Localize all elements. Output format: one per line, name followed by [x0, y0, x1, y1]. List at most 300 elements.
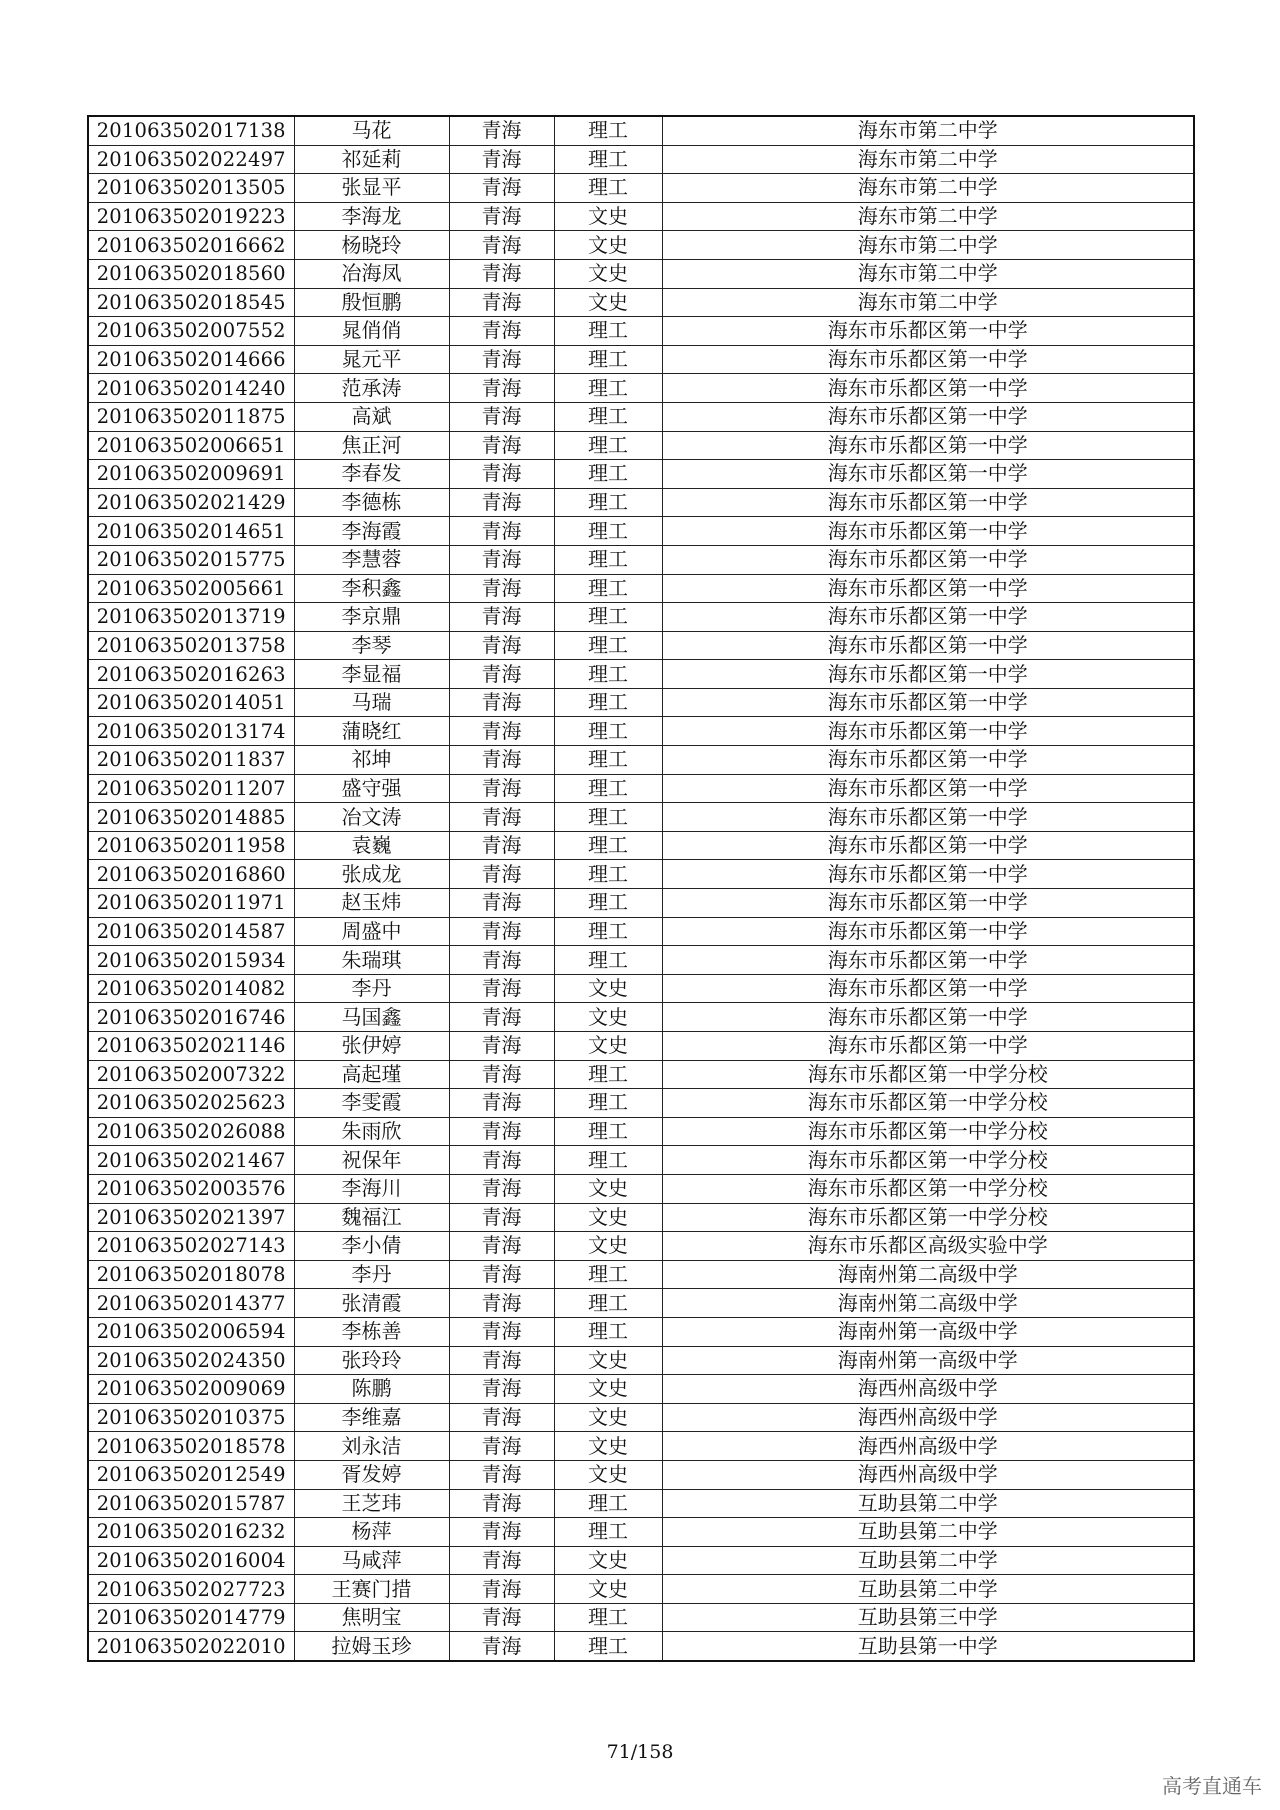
- province-cell: 青海: [449, 631, 554, 660]
- category-cell: 理工: [554, 517, 662, 546]
- province-cell: 青海: [449, 231, 554, 260]
- category-cell: 理工: [554, 746, 662, 775]
- exam-id-cell: 201063502017138: [88, 116, 294, 145]
- school-cell: 海西州高级中学: [662, 1403, 1194, 1432]
- table-row: [88, 1117, 1194, 1146]
- school-cell: 海东市乐都区第一中学: [662, 317, 1194, 346]
- table-row: [88, 1346, 1194, 1375]
- school-cell: 海西州高级中学: [662, 1460, 1194, 1489]
- category-cell: 文史: [554, 1232, 662, 1261]
- name-cell: 李琴: [294, 631, 449, 660]
- province-cell: 青海: [449, 1518, 554, 1547]
- province-cell: 青海: [449, 1546, 554, 1575]
- province-cell: 青海: [449, 974, 554, 1003]
- exam-id-cell: 201063502003576: [88, 1174, 294, 1203]
- table-row: [88, 803, 1194, 832]
- table-row: [88, 145, 1194, 174]
- category-cell: 理工: [554, 688, 662, 717]
- category-cell: 理工: [554, 1518, 662, 1547]
- category-cell: 文史: [554, 1346, 662, 1375]
- name-cell: 李显福: [294, 660, 449, 689]
- category-cell: 理工: [554, 946, 662, 975]
- school-cell: 海东市第二中学: [662, 231, 1194, 260]
- exam-id-cell: 201063502013174: [88, 717, 294, 746]
- exam-id-cell: 201063502014587: [88, 917, 294, 946]
- name-cell: 袁巍: [294, 831, 449, 860]
- exam-id-cell: 201063502011958: [88, 831, 294, 860]
- category-cell: 理工: [554, 431, 662, 460]
- name-cell: 王赛门措: [294, 1575, 449, 1604]
- table-row: [88, 774, 1194, 803]
- category-cell: 文史: [554, 1460, 662, 1489]
- table-row: [88, 545, 1194, 574]
- category-cell: 理工: [554, 917, 662, 946]
- province-cell: 青海: [449, 374, 554, 403]
- table-row: [88, 1317, 1194, 1346]
- province-cell: 青海: [449, 917, 554, 946]
- category-cell: 理工: [554, 1089, 662, 1118]
- name-cell: 蒲晓红: [294, 717, 449, 746]
- table-row: [88, 1174, 1194, 1203]
- school-cell: 海东市乐都区第一中学分校: [662, 1060, 1194, 1089]
- province-cell: 青海: [449, 1432, 554, 1461]
- exam-id-cell: 201063502016662: [88, 231, 294, 260]
- category-cell: 文史: [554, 1003, 662, 1032]
- province-cell: 青海: [449, 1146, 554, 1175]
- name-cell: 殷恒鹏: [294, 288, 449, 317]
- school-cell: 海东市第二中学: [662, 116, 1194, 145]
- table-row: [88, 345, 1194, 374]
- category-cell: 理工: [554, 1489, 662, 1518]
- category-cell: 理工: [554, 1146, 662, 1175]
- school-cell: 海东市乐都区第一中学: [662, 860, 1194, 889]
- category-cell: 理工: [554, 1060, 662, 1089]
- name-cell: 陈鹏: [294, 1375, 449, 1404]
- category-cell: 文史: [554, 231, 662, 260]
- exam-id-cell: 201063502018560: [88, 259, 294, 288]
- table-row: [88, 1032, 1194, 1061]
- name-cell: 冶海凤: [294, 259, 449, 288]
- exam-id-cell: 201063502027143: [88, 1232, 294, 1261]
- exam-id-cell: 201063502018578: [88, 1432, 294, 1461]
- school-cell: 海东市乐都区第一中学: [662, 660, 1194, 689]
- name-cell: 晁元平: [294, 345, 449, 374]
- table-row: [88, 1546, 1194, 1575]
- category-cell: 理工: [554, 889, 662, 918]
- name-cell: 魏福江: [294, 1203, 449, 1232]
- exam-id-cell: 201063502014666: [88, 345, 294, 374]
- table-row: [88, 660, 1194, 689]
- exam-id-cell: 201063502012549: [88, 1460, 294, 1489]
- exam-id-cell: 201063502007552: [88, 317, 294, 346]
- exam-id-cell: 201063502021397: [88, 1203, 294, 1232]
- table-row: [88, 1146, 1194, 1175]
- school-cell: 互助县第二中学: [662, 1489, 1194, 1518]
- category-cell: 理工: [554, 116, 662, 145]
- category-cell: 理工: [554, 317, 662, 346]
- name-cell: 盛守强: [294, 774, 449, 803]
- table-row: [88, 1632, 1194, 1661]
- exam-id-cell: 201063502016004: [88, 1546, 294, 1575]
- exam-id-cell: 201063502026088: [88, 1117, 294, 1146]
- table-row: [88, 231, 1194, 260]
- table-row: [88, 460, 1194, 489]
- school-cell: 海东市第二中学: [662, 145, 1194, 174]
- category-cell: 文史: [554, 1575, 662, 1604]
- table-body: [88, 116, 1194, 1661]
- school-cell: 海东市乐都区第一中学: [662, 545, 1194, 574]
- table-row: [88, 688, 1194, 717]
- province-cell: 青海: [449, 259, 554, 288]
- province-cell: 青海: [449, 1003, 554, 1032]
- name-cell: 张伊婷: [294, 1032, 449, 1061]
- exam-id-cell: 201063502009069: [88, 1375, 294, 1404]
- school-cell: 海东市乐都区第一中学分校: [662, 1146, 1194, 1175]
- category-cell: 理工: [554, 488, 662, 517]
- table-row: [88, 116, 1194, 145]
- name-cell: 周盛中: [294, 917, 449, 946]
- exam-id-cell: 201063502011971: [88, 889, 294, 918]
- school-cell: 海东市乐都区第一中学: [662, 946, 1194, 975]
- exam-id-cell: 201063502014377: [88, 1289, 294, 1318]
- exam-id-cell: 201063502013758: [88, 631, 294, 660]
- exam-id-cell: 201063502009691: [88, 460, 294, 489]
- table-row: [88, 831, 1194, 860]
- table-row: [88, 860, 1194, 889]
- page-number: 71/158: [606, 1741, 674, 1763]
- category-cell: 理工: [554, 1603, 662, 1632]
- province-cell: 青海: [449, 803, 554, 832]
- exam-id-cell: 201063502013719: [88, 603, 294, 632]
- exam-id-cell: 201063502021146: [88, 1032, 294, 1061]
- name-cell: 李丹: [294, 1260, 449, 1289]
- category-cell: 文史: [554, 259, 662, 288]
- province-cell: 青海: [449, 488, 554, 517]
- school-cell: 海东市乐都区第一中学: [662, 1003, 1194, 1032]
- table-row: [88, 402, 1194, 431]
- exam-id-cell: 201063502011875: [88, 402, 294, 431]
- province-cell: 青海: [449, 1603, 554, 1632]
- category-cell: 文史: [554, 1375, 662, 1404]
- school-cell: 互助县第二中学: [662, 1546, 1194, 1575]
- school-cell: 海东市乐都区第一中学: [662, 1032, 1194, 1061]
- exam-id-cell: 201063502024350: [88, 1346, 294, 1375]
- table-row: [88, 202, 1194, 231]
- school-cell: 海南州第二高级中学: [662, 1260, 1194, 1289]
- category-cell: 理工: [554, 345, 662, 374]
- name-cell: 李栋善: [294, 1317, 449, 1346]
- school-cell: 海东市乐都区第一中学: [662, 889, 1194, 918]
- table-row: [88, 974, 1194, 1003]
- exam-id-cell: 201063502015787: [88, 1489, 294, 1518]
- school-cell: 海南州第二高级中学: [662, 1289, 1194, 1318]
- province-cell: 青海: [449, 1232, 554, 1261]
- exam-id-cell: 201063502014651: [88, 517, 294, 546]
- school-cell: 海东市乐都区第一中学分校: [662, 1089, 1194, 1118]
- name-cell: 高起瑾: [294, 1060, 449, 1089]
- province-cell: 青海: [449, 774, 554, 803]
- school-cell: 海东市乐都区第一中学: [662, 917, 1194, 946]
- category-cell: 理工: [554, 717, 662, 746]
- name-cell: 胥发婷: [294, 1460, 449, 1489]
- category-cell: 理工: [554, 574, 662, 603]
- province-cell: 青海: [449, 688, 554, 717]
- table-row: [88, 288, 1194, 317]
- name-cell: 祝保年: [294, 1146, 449, 1175]
- table-row: [88, 574, 1194, 603]
- province-cell: 青海: [449, 1632, 554, 1661]
- name-cell: 李海龙: [294, 202, 449, 231]
- province-cell: 青海: [449, 317, 554, 346]
- category-cell: 理工: [554, 774, 662, 803]
- school-cell: 海东市乐都区第一中学: [662, 717, 1194, 746]
- category-cell: 理工: [554, 374, 662, 403]
- exam-id-cell: 201063502016860: [88, 860, 294, 889]
- table-row: [88, 603, 1194, 632]
- province-cell: 青海: [449, 174, 554, 203]
- province-cell: 青海: [449, 574, 554, 603]
- watermark-text: 高考直通车: [1162, 1774, 1262, 1798]
- school-cell: 海东市乐都区第一中学分校: [662, 1203, 1194, 1232]
- table-row: [88, 631, 1194, 660]
- province-cell: 青海: [449, 889, 554, 918]
- province-cell: 青海: [449, 288, 554, 317]
- name-cell: 张成龙: [294, 860, 449, 889]
- table-row: [88, 1375, 1194, 1404]
- province-cell: 青海: [449, 1375, 554, 1404]
- province-cell: 青海: [449, 1089, 554, 1118]
- exam-id-cell: 201063502014779: [88, 1603, 294, 1632]
- name-cell: 朱瑞琪: [294, 946, 449, 975]
- exam-id-cell: 201063502015934: [88, 946, 294, 975]
- school-cell: 海东市乐都区第一中学: [662, 517, 1194, 546]
- table-row: [88, 1089, 1194, 1118]
- table-row: [88, 717, 1194, 746]
- table-row: [88, 1203, 1194, 1232]
- school-cell: 海东市乐都区第一中学分校: [662, 1174, 1194, 1203]
- name-cell: 冶文涛: [294, 803, 449, 832]
- category-cell: 理工: [554, 545, 662, 574]
- category-cell: 理工: [554, 1632, 662, 1661]
- name-cell: 焦明宝: [294, 1603, 449, 1632]
- category-cell: 理工: [554, 831, 662, 860]
- school-cell: 互助县第一中学: [662, 1632, 1194, 1661]
- name-cell: 马花: [294, 116, 449, 145]
- province-cell: 青海: [449, 1203, 554, 1232]
- school-cell: 海西州高级中学: [662, 1375, 1194, 1404]
- exam-id-cell: 201063502010375: [88, 1403, 294, 1432]
- name-cell: 杨晓玲: [294, 231, 449, 260]
- school-cell: 海东市第二中学: [662, 259, 1194, 288]
- exam-id-cell: 201063502018545: [88, 288, 294, 317]
- category-cell: 文史: [554, 288, 662, 317]
- school-cell: 海东市乐都区第一中学: [662, 831, 1194, 860]
- table-row: [88, 1289, 1194, 1318]
- province-cell: 青海: [449, 116, 554, 145]
- exam-id-cell: 201063502027723: [88, 1575, 294, 1604]
- category-cell: 文史: [554, 1203, 662, 1232]
- school-cell: 海东市乐都区第一中学: [662, 431, 1194, 460]
- category-cell: 理工: [554, 1260, 662, 1289]
- category-cell: 文史: [554, 1032, 662, 1061]
- table-row: [88, 1575, 1194, 1604]
- exam-id-cell: 201063502015775: [88, 545, 294, 574]
- table-row: [88, 1260, 1194, 1289]
- table-row: [88, 889, 1194, 918]
- province-cell: 青海: [449, 1460, 554, 1489]
- name-cell: 李维嘉: [294, 1403, 449, 1432]
- province-cell: 青海: [449, 1489, 554, 1518]
- student-list-table: [87, 115, 1195, 1662]
- category-cell: 文史: [554, 1432, 662, 1461]
- school-cell: 海东市乐都区第一中学: [662, 374, 1194, 403]
- category-cell: 文史: [554, 974, 662, 1003]
- exam-id-cell: 201063502022010: [88, 1632, 294, 1661]
- province-cell: 青海: [449, 145, 554, 174]
- school-cell: 海东市第二中学: [662, 174, 1194, 203]
- table-row: [88, 746, 1194, 775]
- exam-id-cell: 201063502011207: [88, 774, 294, 803]
- name-cell: 张清霞: [294, 1289, 449, 1318]
- table-row: [88, 174, 1194, 203]
- name-cell: 范承涛: [294, 374, 449, 403]
- province-cell: 青海: [449, 1575, 554, 1604]
- name-cell: 刘永洁: [294, 1432, 449, 1461]
- school-cell: 海西州高级中学: [662, 1432, 1194, 1461]
- province-cell: 青海: [449, 517, 554, 546]
- category-cell: 文史: [554, 1403, 662, 1432]
- category-cell: 理工: [554, 460, 662, 489]
- school-cell: 海东市乐都区第一中学: [662, 974, 1194, 1003]
- category-cell: 理工: [554, 1117, 662, 1146]
- province-cell: 青海: [449, 603, 554, 632]
- school-cell: 海东市乐都区第一中学: [662, 488, 1194, 517]
- province-cell: 青海: [449, 946, 554, 975]
- category-cell: 文史: [554, 1546, 662, 1575]
- name-cell: 杨萍: [294, 1518, 449, 1547]
- exam-id-cell: 201063502013505: [88, 174, 294, 203]
- name-cell: 拉姆玉珍: [294, 1632, 449, 1661]
- table-row: [88, 488, 1194, 517]
- school-cell: 海东市第二中学: [662, 288, 1194, 317]
- school-cell: 海东市乐都区第一中学: [662, 746, 1194, 775]
- table-row: [88, 517, 1194, 546]
- exam-id-cell: 201063502018078: [88, 1260, 294, 1289]
- name-cell: 李海霞: [294, 517, 449, 546]
- school-cell: 海东市乐都区第一中学: [662, 460, 1194, 489]
- exam-id-cell: 201063502006651: [88, 431, 294, 460]
- name-cell: 祁延莉: [294, 145, 449, 174]
- name-cell: 张玲玲: [294, 1346, 449, 1375]
- exam-id-cell: 201063502016232: [88, 1518, 294, 1547]
- school-cell: 海东市乐都区第一中学: [662, 402, 1194, 431]
- exam-id-cell: 201063502016746: [88, 1003, 294, 1032]
- province-cell: 青海: [449, 1403, 554, 1432]
- table-row: [88, 1460, 1194, 1489]
- exam-id-cell: 201063502021467: [88, 1146, 294, 1175]
- province-cell: 青海: [449, 545, 554, 574]
- province-cell: 青海: [449, 345, 554, 374]
- exam-id-cell: 201063502021429: [88, 488, 294, 517]
- exam-id-cell: 201063502006594: [88, 1317, 294, 1346]
- table-row: [88, 1060, 1194, 1089]
- name-cell: 晁俏俏: [294, 317, 449, 346]
- province-cell: 青海: [449, 1174, 554, 1203]
- table-row: [88, 374, 1194, 403]
- school-cell: 海东市第二中学: [662, 202, 1194, 231]
- province-cell: 青海: [449, 1260, 554, 1289]
- name-cell: 马瑞: [294, 688, 449, 717]
- name-cell: 焦正河: [294, 431, 449, 460]
- category-cell: 理工: [554, 631, 662, 660]
- province-cell: 青海: [449, 460, 554, 489]
- name-cell: 李德栋: [294, 488, 449, 517]
- exam-id-cell: 201063502005661: [88, 574, 294, 603]
- province-cell: 青海: [449, 202, 554, 231]
- name-cell: 李慧蓉: [294, 545, 449, 574]
- exam-id-cell: 201063502007322: [88, 1060, 294, 1089]
- table-row: [88, 1603, 1194, 1632]
- province-cell: 青海: [449, 860, 554, 889]
- name-cell: 马国鑫: [294, 1003, 449, 1032]
- exam-id-cell: 201063502014240: [88, 374, 294, 403]
- school-cell: 海东市乐都区第一中学: [662, 574, 1194, 603]
- category-cell: 理工: [554, 402, 662, 431]
- school-cell: 海东市乐都区第一中学: [662, 631, 1194, 660]
- table-row: [88, 1003, 1194, 1032]
- exam-id-cell: 201063502014082: [88, 974, 294, 1003]
- table-row: [88, 1489, 1194, 1518]
- school-cell: 海南州第一高级中学: [662, 1317, 1194, 1346]
- name-cell: 李春发: [294, 460, 449, 489]
- exam-id-cell: 201063502019223: [88, 202, 294, 231]
- category-cell: 文史: [554, 1174, 662, 1203]
- province-cell: 青海: [449, 402, 554, 431]
- category-cell: 理工: [554, 174, 662, 203]
- name-cell: 李雯霞: [294, 1089, 449, 1118]
- table-row: [88, 946, 1194, 975]
- province-cell: 青海: [449, 1117, 554, 1146]
- school-cell: 互助县第二中学: [662, 1575, 1194, 1604]
- name-cell: 李京鼎: [294, 603, 449, 632]
- province-cell: 青海: [449, 746, 554, 775]
- category-cell: 理工: [554, 660, 662, 689]
- table-row: [88, 1232, 1194, 1261]
- exam-id-cell: 201063502014885: [88, 803, 294, 832]
- name-cell: 祁坤: [294, 746, 449, 775]
- province-cell: 青海: [449, 1346, 554, 1375]
- name-cell: 李丹: [294, 974, 449, 1003]
- exam-id-cell: 201063502016263: [88, 660, 294, 689]
- school-cell: 海东市乐都区高级实验中学: [662, 1232, 1194, 1261]
- province-cell: 青海: [449, 717, 554, 746]
- category-cell: 理工: [554, 803, 662, 832]
- category-cell: 理工: [554, 1317, 662, 1346]
- table-row: [88, 317, 1194, 346]
- name-cell: 赵玉炜: [294, 889, 449, 918]
- name-cell: 马咸萍: [294, 1546, 449, 1575]
- category-cell: 理工: [554, 860, 662, 889]
- name-cell: 张显平: [294, 174, 449, 203]
- name-cell: 李积鑫: [294, 574, 449, 603]
- province-cell: 青海: [449, 1289, 554, 1318]
- province-cell: 青海: [449, 1060, 554, 1089]
- table-row: [88, 431, 1194, 460]
- exam-id-cell: 201063502014051: [88, 688, 294, 717]
- table-row: [88, 1518, 1194, 1547]
- table-row: [88, 259, 1194, 288]
- province-cell: 青海: [449, 1317, 554, 1346]
